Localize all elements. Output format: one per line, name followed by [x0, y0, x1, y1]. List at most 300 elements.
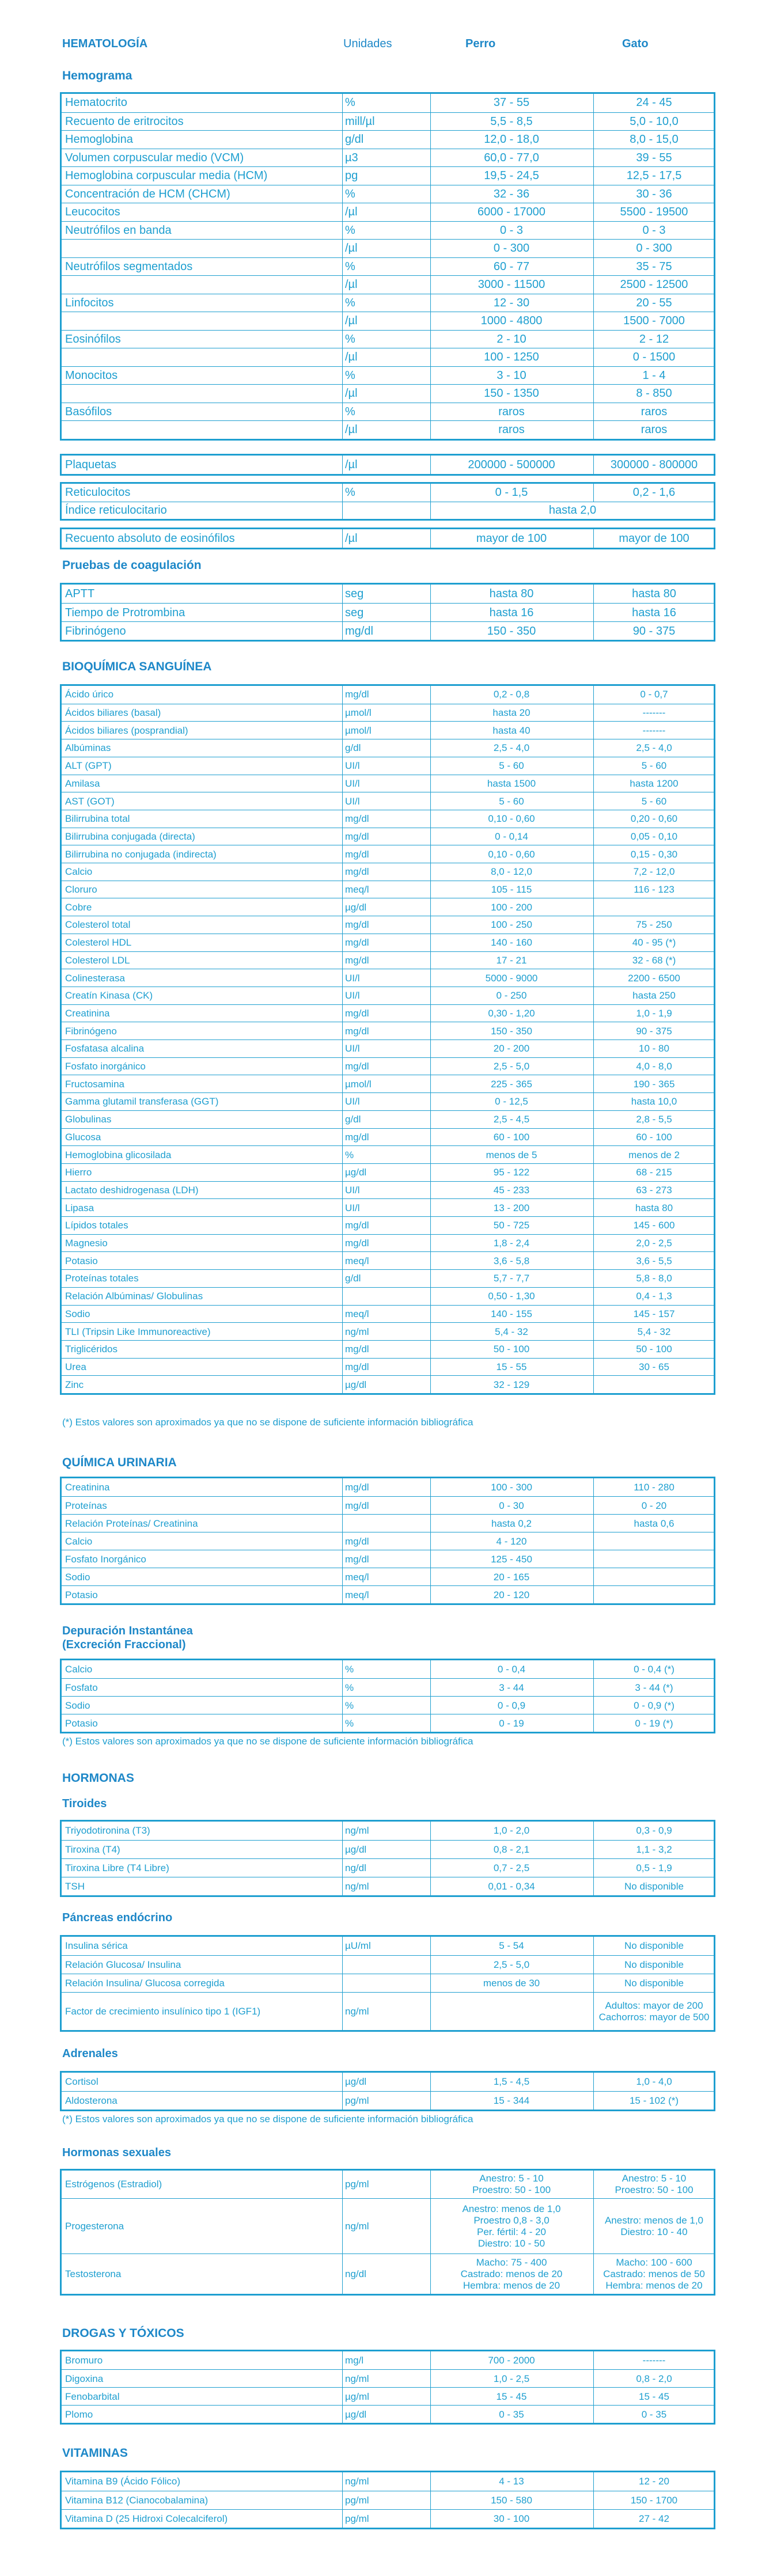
dog-value: 140 - 160: [430, 934, 592, 952]
table-row: [62, 987, 714, 1005]
section-title-pancreas: Páncreas endócrino: [62, 1911, 173, 1924]
cat-value: 0 - 1500: [593, 348, 714, 367]
table-row: [62, 775, 714, 793]
cat-value: Adultos: mayor de 200 Cachorros: mayor de 500: [593, 1993, 714, 2031]
parameter-unit: %: [342, 222, 431, 240]
table-row: [62, 1714, 714, 1732]
cat-value: [593, 1568, 714, 1586]
dog-value: 150 - 580: [430, 2491, 592, 2510]
parameter-unit: mg/dl: [342, 916, 431, 934]
parameter-name: Hemoglobina corpuscular media (HCM): [65, 169, 268, 183]
parameter-unit: UI/l: [342, 969, 431, 987]
parameter-name: Relación Glucosa/ Insulina: [65, 1959, 181, 1970]
parameter-name: Potasio: [65, 1589, 98, 1600]
parameter-name: Magnesio: [65, 1238, 108, 1249]
cat-value: [593, 1550, 714, 1568]
section-title-bioquimica: BIOQUÍMICA SANGUÍNEA: [62, 660, 212, 673]
dog-value: 200000 - 500000: [430, 456, 592, 474]
parameter-name: Volumen corpuscular medio (VCM): [65, 151, 244, 164]
parameter-unit: %: [342, 294, 431, 313]
parameter-unit: UI/l: [342, 775, 431, 793]
cat-value: 3 - 44 (*): [593, 1679, 714, 1697]
dog-value: 30 - 100: [430, 2510, 592, 2528]
cat-value: -------: [593, 2351, 714, 2369]
dog-value: 3000 - 11500: [430, 276, 592, 294]
parameter-unit: meq/l: [342, 1568, 431, 1586]
dog-value: hasta 80: [430, 585, 592, 603]
parameter-unit: mg/dl: [342, 1532, 431, 1550]
section-title-urinaria: QUÍMICA URINARIA: [62, 1456, 177, 1469]
parameter-name: Bilirrubina no conjugada (indirecta): [65, 848, 217, 860]
table-row: [62, 149, 714, 168]
parameter-name: Fosfato: [65, 1682, 98, 1693]
cat-value: 0,3 - 0,9: [593, 1822, 714, 1840]
section-title-drogas: DROGAS Y TÓXICOS: [62, 2327, 184, 2340]
parameter-unit: /µl: [342, 276, 431, 294]
dog-value: 100 - 250: [430, 916, 592, 934]
parameter-unit: /µl: [342, 529, 431, 548]
parameter-unit: mg/dl: [342, 686, 431, 704]
table-row: [62, 185, 714, 204]
dog-value: 100 - 300: [430, 1478, 592, 1496]
parameter-unit: µg/dl: [342, 1841, 431, 1859]
parameter-unit: UI/l: [342, 1040, 431, 1058]
cat-value: 5 - 60: [593, 792, 714, 810]
parameter-unit: pg/ml: [342, 2092, 431, 2110]
dog-value: 60,0 - 77,0: [430, 149, 592, 168]
parameter-name: Vitamina B12 (Cianocobalamina): [65, 2495, 209, 2506]
parameter-name: APTT: [65, 587, 95, 600]
parameter-name: Estrógenos (Estradiol): [65, 2179, 162, 2190]
cat-value: 39 - 55: [593, 149, 714, 168]
table-row: [62, 2369, 714, 2388]
table-row: [62, 739, 714, 757]
dog-value: 2,5 - 5,0: [430, 1058, 592, 1076]
parameter-name: [63, 276, 336, 294]
parameter-name: Índice reticulocitario: [65, 504, 167, 517]
dog-value: 3 - 44: [430, 1679, 592, 1697]
footnote-depuracion: (*) Estos valores son aproximados ya que no se dispone de suficiente información bibliográfica: [62, 1736, 473, 1747]
dog-value: 0 - 12,5: [430, 1093, 592, 1111]
table-row: [62, 456, 714, 474]
parameter-unit: %: [342, 484, 431, 502]
parameter-unit: mg/dl: [342, 1022, 431, 1040]
table-row: [62, 1234, 714, 1253]
table-bioquimica: [60, 684, 715, 1395]
parameter-unit: /µl: [342, 312, 431, 331]
cat-value: 0 - 35: [593, 2406, 714, 2423]
dog-value: 12,0 - 18,0: [430, 131, 592, 149]
parameter-name: Lipasa: [65, 1202, 94, 1213]
parameter-unit: mg/l: [342, 2351, 431, 2369]
table-row: [62, 484, 714, 502]
dog-value: 0,10 - 0,60: [430, 810, 592, 828]
cat-value: 27 - 42: [593, 2510, 714, 2528]
cat-value: 10 - 80: [593, 1040, 714, 1058]
cat-value: 0 - 20: [593, 1497, 714, 1515]
parameter-name: Relación Albúminas/ Globulinas: [65, 1291, 203, 1302]
table-row: [62, 1974, 714, 1993]
parameter-unit: ng/ml: [342, 2199, 431, 2254]
parameter-unit: µg/dl: [342, 898, 431, 916]
cat-value: 8 - 850: [593, 385, 714, 403]
parameter-name: Fructosamina: [65, 1078, 124, 1090]
cat-value: 35 - 75: [593, 258, 714, 276]
table-row: [62, 348, 714, 367]
table-eosinofilos: [60, 528, 715, 549]
table-urinaria: [60, 1477, 715, 1605]
cat-value: [593, 898, 714, 916]
cat-value: 2 - 12: [593, 331, 714, 349]
cat-value: 5 - 60: [593, 757, 714, 775]
cat-value: 20 - 55: [593, 294, 714, 313]
cat-value: 30 - 65: [593, 1359, 714, 1376]
table-row: [62, 2198, 714, 2254]
parameter-unit: µg/dl: [342, 1376, 431, 1394]
table-row: [62, 2091, 714, 2110]
dog-value: 15 - 55: [430, 1359, 592, 1376]
parameter-name: Bilirrubina total: [65, 813, 130, 825]
dog-value: 37 - 55: [430, 94, 592, 112]
dog-value: 60 - 77: [430, 258, 592, 276]
cat-value: 24 - 45: [593, 94, 714, 112]
table-row: [62, 2351, 714, 2369]
parameter-unit: ng/dl: [342, 1859, 431, 1877]
parameter-name: Sodio: [65, 1699, 90, 1711]
parameter-unit: seg: [342, 585, 431, 603]
parameter-name: Creatinina: [65, 1481, 110, 1493]
table-row: [62, 881, 714, 899]
cat-value: 0,20 - 0,60: [593, 810, 714, 828]
dog-value: hasta 16: [430, 604, 592, 622]
table-row: [62, 1075, 714, 1093]
cat-value: hasta 250: [593, 987, 714, 1005]
table-row: [62, 1840, 714, 1859]
table-row: [62, 898, 714, 916]
dog-value: 140 - 155: [430, 1306, 592, 1323]
table-row: [62, 1955, 714, 1974]
dog-value: 225 - 365: [430, 1075, 592, 1093]
table-pancreas: [60, 1935, 715, 2032]
parameter-unit: mg/dl: [342, 863, 431, 881]
cat-value: 4,0 - 8,0: [593, 1058, 714, 1076]
parameter-name: Cloruro: [65, 884, 97, 896]
parameter-name: TLI (Tripsin Like Immunoreactive): [65, 1326, 211, 1337]
parameter-unit: mg/dl: [342, 1058, 431, 1076]
dog-value: 0 - 250: [430, 987, 592, 1005]
parameter-name: [63, 385, 336, 403]
dog-value: 19,5 - 24,5: [430, 167, 592, 185]
dog-value: 5,5 - 8,5: [430, 113, 592, 131]
parameter-unit: meq/l: [342, 1586, 431, 1604]
dog-value: 0,50 - 1,30: [430, 1288, 592, 1306]
table-drogas: [60, 2350, 715, 2425]
parameter-unit: pg/ml: [342, 2171, 431, 2198]
parameter-unit: pg/ml: [342, 2491, 431, 2510]
parameter-unit: [342, 1956, 431, 1974]
table-row: [62, 2073, 714, 2091]
parameter-unit: %: [342, 1714, 431, 1732]
dog-value: 0,01 - 0,34: [430, 1877, 592, 1896]
cat-value: 1 - 4: [593, 367, 714, 385]
cat-value: 40 - 95 (*): [593, 934, 714, 952]
parameter-name: Glucosa: [65, 1131, 101, 1143]
parameter-unit: /µl: [342, 203, 431, 222]
table-row: [62, 1858, 714, 1877]
cat-value: raros: [593, 403, 714, 422]
dog-value: 95 - 122: [430, 1164, 592, 1182]
parameter-name: Ácidos biliares (posprandial): [65, 724, 188, 736]
cat-value: 15 - 102 (*): [593, 2092, 714, 2110]
dog-value: 8,0 - 12,0: [430, 863, 592, 881]
cat-value: 5,4 - 32: [593, 1323, 714, 1341]
dog-value: 2,5 - 4,5: [430, 1111, 592, 1129]
parameter-name: Digoxina: [65, 2373, 104, 2384]
cat-value: 5,8 - 8,0: [593, 1270, 714, 1288]
table-row: [62, 1216, 714, 1235]
parameter-unit: ng/ml: [342, 1993, 431, 2031]
cat-value: Anestro: 5 - 10 Proestro: 50 - 100: [593, 2171, 714, 2198]
table-row: [62, 257, 714, 276]
parameter-unit: g/dl: [342, 131, 431, 149]
parameter-unit: µmol/l: [342, 704, 431, 722]
parameter-name: Testosterona: [65, 2268, 122, 2279]
dog-value: 2,5 - 4,0: [430, 739, 592, 757]
table-row: [62, 1514, 714, 1532]
dog-value: 2 - 10: [430, 331, 592, 349]
table-row: [62, 420, 714, 439]
parameter-name: Sodio: [65, 1308, 90, 1319]
cat-value: 2200 - 6500: [593, 969, 714, 987]
parameter-unit: ng/ml: [342, 1822, 431, 1840]
dog-value: Anestro: menos de 1,0 Proestro 0,8 - 3,0 Per. fértil: 4 - 20 Diestro: 10 - 50: [430, 2199, 592, 2254]
cat-value: 0 - 0,7: [593, 686, 714, 704]
table-row: [62, 1478, 714, 1496]
table-row: [62, 203, 714, 222]
table-row: [62, 1128, 714, 1147]
table-sexuales: [60, 2169, 715, 2296]
table-row: [62, 2387, 714, 2406]
parameter-name: Tiroxina (T4): [65, 1844, 120, 1855]
parameter-unit: UI/l: [342, 1093, 431, 1111]
parameter-unit: meq/l: [342, 881, 431, 899]
table-row: [62, 1039, 714, 1058]
cat-value: 32 - 68 (*): [593, 952, 714, 970]
parameter-name: Amilasa: [65, 777, 100, 789]
dog-value: 3 - 10: [430, 367, 592, 385]
parameter-name: Fibrinógeno: [65, 624, 126, 638]
cat-value: [593, 1376, 714, 1394]
parameter-unit: UI/l: [342, 757, 431, 775]
cat-value: 63 - 273: [593, 1182, 714, 1200]
dog-value: 13 - 200: [430, 1199, 592, 1217]
parameter-name: Zinc: [65, 1379, 84, 1390]
parameter-unit: %: [342, 1146, 431, 1164]
dog-value: 1,5 - 4,5: [430, 2073, 592, 2091]
table-row: [62, 1992, 714, 2031]
parameter-unit: meq/l: [342, 1252, 431, 1270]
table-row: [62, 130, 714, 149]
parameter-name: Recuento de eritrocitos: [65, 115, 184, 128]
table-row: [62, 1822, 714, 1840]
dog-value: 60 - 100: [430, 1129, 592, 1147]
table-row: [62, 403, 714, 422]
dog-value: 150 - 350: [430, 1022, 592, 1040]
dog-value: 0 - 0,4: [430, 1660, 592, 1678]
dog-value: 0,7 - 2,5: [430, 1859, 592, 1877]
parameter-unit: mg/dl: [342, 810, 431, 828]
dog-column-header: Perro: [465, 37, 496, 50]
table-row: [62, 1496, 714, 1515]
dog-value: 1,0 - 2,5: [430, 2370, 592, 2388]
table-row: [62, 112, 714, 131]
parameter-unit: mg/dl: [342, 1235, 431, 1253]
cat-value: 12,5 - 17,5: [593, 167, 714, 185]
table-row: [62, 166, 714, 185]
dog-value: 20 - 200: [430, 1040, 592, 1058]
parameter-name: Plaquetas: [65, 458, 116, 471]
section-title-hemograma: Hemograma: [62, 69, 132, 82]
table-row: [62, 312, 714, 331]
parameter-unit: µU/ml: [342, 1937, 431, 1955]
section-title-tiroides: Tiroides: [62, 1797, 107, 1810]
cat-value: -------: [593, 722, 714, 739]
parameter-name: Hemoglobina glicosilada: [65, 1149, 172, 1160]
dog-value: 4 - 120: [430, 1532, 592, 1550]
table-row: [62, 969, 714, 987]
table-row: [62, 621, 714, 640]
table-row: [62, 2253, 714, 2294]
table-row: [62, 1532, 714, 1550]
parameter-name: Monocitos: [65, 369, 118, 382]
table-row: [62, 934, 714, 952]
cat-value: 0,8 - 2,0: [593, 2370, 714, 2388]
parameter-unit: %: [342, 403, 431, 422]
parameter-name: Creatín Kinasa (CK): [65, 990, 153, 1001]
cat-column-header: Gato: [622, 37, 649, 50]
parameter-unit: UI/l: [342, 1199, 431, 1217]
parameter-name: Colesterol total: [65, 919, 131, 931]
parameter-name: Concentración de HCM (CHCM): [65, 187, 230, 200]
parameter-unit: ng/ml: [342, 2370, 431, 2388]
parameter-name: Fenobarbital: [65, 2391, 120, 2402]
cat-value: No disponible: [593, 1956, 714, 1974]
table-row: [62, 1287, 714, 1306]
table-row: [62, 863, 714, 881]
section-title-vitaminas: VITAMINAS: [62, 2446, 128, 2460]
dog-value: 0 - 0,14: [430, 828, 592, 846]
parameter-unit: %: [342, 94, 431, 112]
parameter-name: Proteínas: [65, 1500, 107, 1511]
parameter-unit: pg/ml: [342, 2510, 431, 2528]
cat-value: hasta 16: [593, 604, 714, 622]
parameter-name: Insulina sérica: [65, 1940, 128, 1951]
dog-value: Macho: 75 - 400 Castrado: menos de 20 Hembra: menos de 20: [430, 2254, 592, 2294]
parameter-unit: µmol/l: [342, 1075, 431, 1093]
cat-value: 75 - 250: [593, 916, 714, 934]
parameter-name: AST (GOT): [65, 795, 115, 807]
parameter-name: Bromuro: [65, 2354, 103, 2366]
parameter-name: Albúminas: [65, 742, 111, 754]
page-title: HEMATOLOGÍA: [62, 37, 148, 50]
parameter-name: Calcio: [65, 1663, 93, 1675]
dog-value: 6000 - 17000: [430, 203, 592, 222]
parameter-name: Proteínas totales: [65, 1273, 139, 1284]
dog-value: 0 - 300: [430, 240, 592, 258]
parameter-name: Fosfatasa alcalina: [65, 1043, 145, 1054]
cat-value: 2500 - 12500: [593, 276, 714, 294]
table-row: [62, 757, 714, 775]
parameter-name: Sodio: [65, 1571, 90, 1583]
parameter-name: Ácidos biliares (basal): [65, 707, 161, 719]
table-row: [62, 1550, 714, 1568]
cat-value: 1500 - 7000: [593, 312, 714, 331]
table-row: [62, 810, 714, 828]
dog-value: 0,8 - 2,1: [430, 1841, 592, 1859]
cat-value: 0,5 - 1,9: [593, 1859, 714, 1877]
column-header: [0, 32, 773, 55]
section-title-adrenales: Adrenales: [62, 2047, 118, 2060]
parameter-unit: seg: [342, 604, 431, 622]
table-depuracion: [60, 1659, 715, 1733]
cat-value: 0,05 - 0,10: [593, 828, 714, 846]
cat-value: mayor de 100: [593, 529, 714, 548]
table-row: [62, 1678, 714, 1697]
table-row: [62, 275, 714, 294]
table-plaquetas: [60, 454, 715, 476]
cat-value: 60 - 100: [593, 1129, 714, 1147]
cat-value: 145 - 157: [593, 1306, 714, 1323]
cat-value: 0 - 0,4 (*): [593, 1660, 714, 1678]
parameter-name: Fosfato Inorgánico: [65, 1553, 146, 1565]
cat-value: 5,0 - 10,0: [593, 113, 714, 131]
parameter-name: Calcio: [65, 866, 93, 878]
parameter-name: Neutrófilos en banda: [65, 223, 172, 237]
parameter-unit: %: [342, 185, 431, 204]
dog-value: 50 - 725: [430, 1217, 592, 1235]
table-row: [62, 1375, 714, 1394]
parameter-unit: [342, 1288, 431, 1306]
cat-value: hasta 0,6: [593, 1515, 714, 1532]
cat-value: hasta 80: [593, 585, 714, 603]
parameter-unit: %: [342, 1697, 431, 1714]
parameter-unit: [342, 502, 431, 520]
parameter-name: Aldosterona: [65, 2095, 118, 2106]
dog-value: 0 - 30: [430, 1497, 592, 1515]
cat-value: [593, 1532, 714, 1550]
cat-value: 12 - 20: [593, 2472, 714, 2491]
cat-value: 300000 - 800000: [593, 456, 714, 474]
parameter-name: Relación Proteínas/ Creatinina: [65, 1517, 198, 1529]
parameter-name: Colinesterasa: [65, 972, 125, 984]
table-row: [62, 951, 714, 970]
dog-value: hasta 0,2: [430, 1515, 592, 1532]
parameter-unit: UI/l: [342, 987, 431, 1005]
cat-value: hasta 1200: [593, 775, 714, 793]
parameter-name: Neutrófilos segmentados: [65, 260, 193, 273]
dog-value: raros: [430, 403, 592, 422]
dog-value: 1,8 - 2,4: [430, 1235, 592, 1253]
parameter-name: [63, 312, 336, 331]
parameter-name: Calcio: [65, 1535, 93, 1547]
table-row: [62, 2171, 714, 2198]
dog-value: 150 - 350: [430, 622, 592, 640]
dog-value: 5 - 60: [430, 792, 592, 810]
parameter-name: Linfocitos: [65, 296, 114, 309]
parameter-unit: ng/ml: [342, 1877, 431, 1896]
dog-value: 150 - 1350: [430, 385, 592, 403]
cat-value: 0 - 0,9 (*): [593, 1697, 714, 1714]
